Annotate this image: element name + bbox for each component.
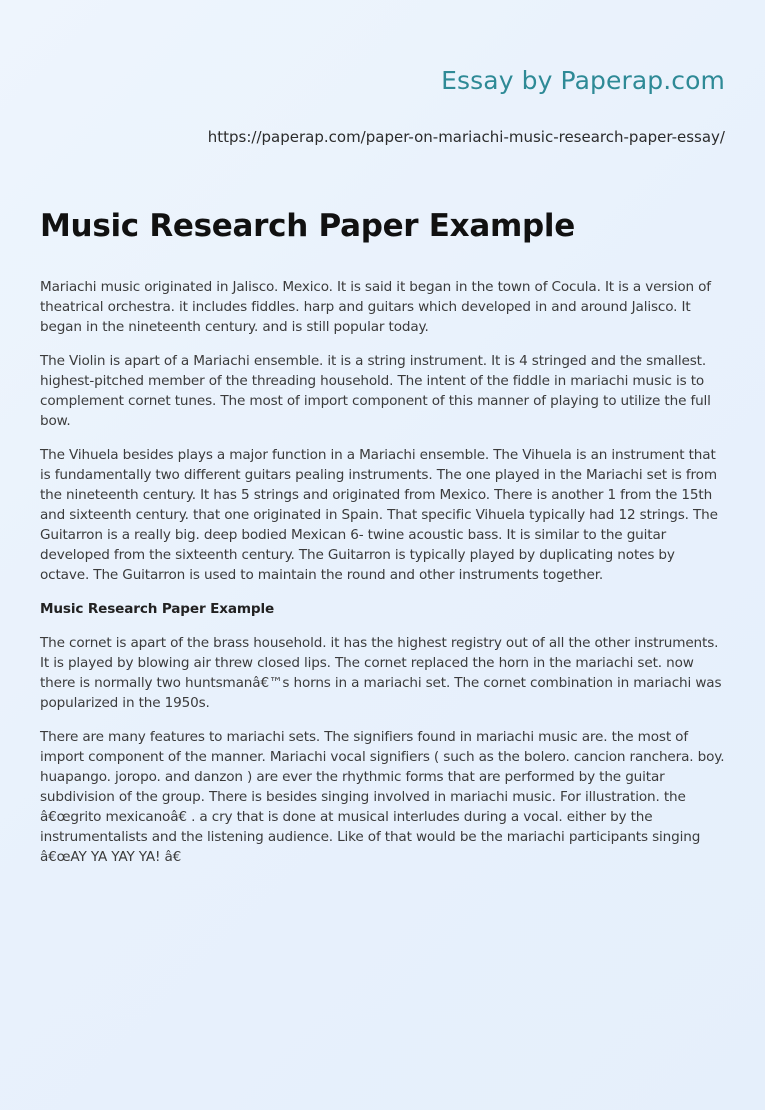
paragraph-cornet: The cornet is apart of the brass household. it has the highest registry out of all the other instruments. It is played by blowing air threw closed lips. The cornet replaced the horn in the mariachi set. now there is normally two huntsmanâ€™s horns in a mariachi set. The cornet combination in mariachi was popularized in the 1950s.: [40, 634, 722, 712]
section-subheading: Music Research Paper Example: [40, 600, 275, 617]
article-body: [40, 277, 726, 881]
source-url[interactable]: https://paperap.com/paper-on-mariachi-music-research-paper-essay/: [207, 128, 725, 146]
paragraph-violin: The Violin is apart of a Mariachi ensemble. it is a string instrument. It is 4 stringed and the smallest. highest-pitched member of the threading household. The intent of the fiddle in mariachi music is to complement cornet tunes. The most of import component of this manner of playing to utilize the full bow.: [40, 352, 711, 430]
page-title: Music Research Paper Example: [40, 208, 575, 244]
brand-link[interactable]: Essay by Paperap.com: [441, 66, 725, 95]
paragraph-features: There are many features to mariachi sets. The signifiers found in mariachi music are. the most of import component of the manner. Mariachi vocal signifiers ( such as the bolero. cancion ranchera. boy. huapango. joropo. and danzon ) are ever the rhythmic forms that are performed by the guitar subdivision of the group. There is besides singing involved in mariachi music. For illustration. the â€œgrito mexicanoâ€ . a cry that is done at musical interludes during a vocal. either by the instrumentalists and the listening audience. Like of that would be the mariachi participants singing â€œAY YA YAY YA! â€: [40, 728, 725, 866]
paragraph-vihuela: The Vihuela besides plays a major function in a Mariachi ensemble. The Vihuela is an instrument that is fundamentally two different guitars pealing instruments. The one played in the Mariachi set is from the nineteenth century. It has 5 strings and originated from Mexico. There is another 1 from the 15th and sixteenth century. that one originated in Spain. That specific Vihuela typically had 12 strings. The Guitarron is a really big. deep bodied Mexican 6- twine acoustic bass. It is similar to the guitar developed from the sixteenth century. The Guitarron is typically played by duplicating notes by octave. The Guitarron is used to maintain the round and other instruments together.: [40, 446, 718, 584]
paragraph-intro: Mariachi music originated in Jalisco. Mexico. It is said it began in the town of Cocula. It is a version of theatrical orchestra. it includes fiddles. harp and guitars which developed in and around Jalisco. It began in the nineteenth century. and is still popular today.: [40, 279, 711, 336]
